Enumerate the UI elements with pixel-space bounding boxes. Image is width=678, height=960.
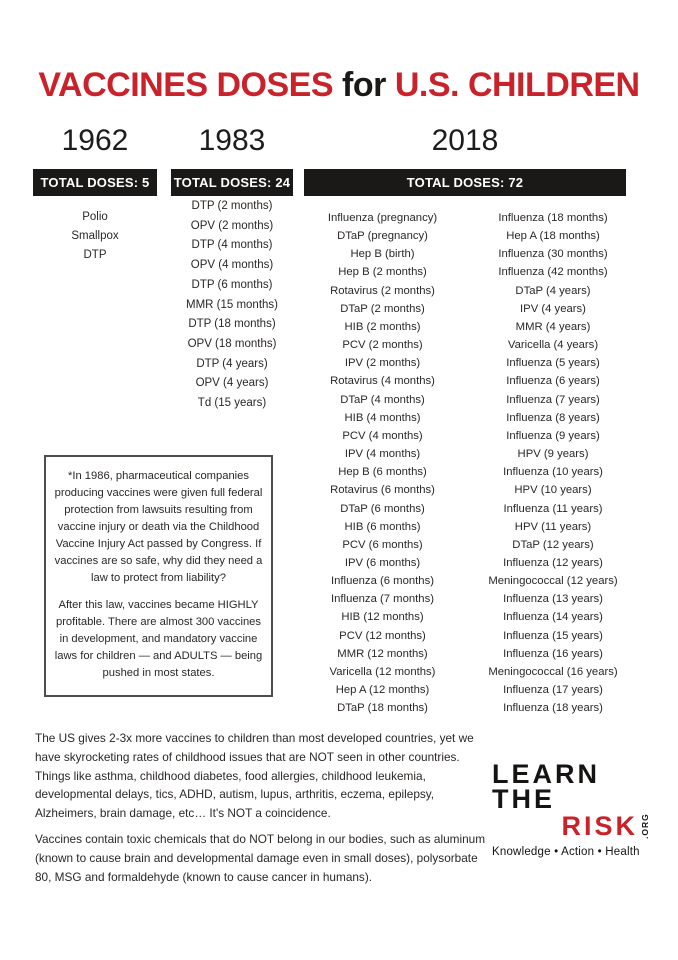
- dose-item: HIB (4 months): [344, 411, 421, 424]
- note-paragraph-2: After this law, vaccines became HIGHLY profitable. There are almost 300 vaccines in development, and mandatory vaccine laws for children — and ADULTS — being pushed in most states.: [54, 599, 263, 679]
- dose-item: Influenza (13 years): [503, 593, 603, 606]
- dose-item: PCV (12 months): [339, 629, 426, 642]
- dose-item: PCV (4 months): [342, 429, 423, 442]
- dose-item: DTP (4 years): [196, 357, 268, 370]
- learn-the-risk-logo: [492, 759, 650, 858]
- dose-item: Meningococcal (16 years): [488, 665, 618, 678]
- dose-item: DTaP (4 months): [340, 393, 425, 406]
- dose-item: Hep B (birth): [350, 248, 415, 261]
- logo-word-risk: RISK: [561, 811, 638, 841]
- dose-item: IPV (6 months): [344, 556, 421, 569]
- dose-item: Varicella (12 months): [329, 665, 436, 678]
- logo-word-learn: LEARN: [492, 759, 600, 789]
- dose-item: Polio: [82, 211, 108, 223]
- dose-item: HIB (12 months): [341, 611, 424, 624]
- dose-item: DTaP (4 years): [515, 284, 591, 297]
- dose-item: Influenza (10 years): [503, 466, 603, 479]
- year-header-1983: 1983: [198, 124, 266, 157]
- dose-list-2018-left: [305, 209, 460, 717]
- dose-item: Influenza (30 months): [498, 248, 608, 261]
- dose-item: Rotavirus (2 months): [330, 284, 435, 297]
- footer-paragraph-2: Vaccines contain toxic chemicals that do NOT belong in our bodies, such as aluminum (known to cause brain and developmental damage even in small doses), polysorbate 80, MSG and formaldehyde (known to cause cancer in humans).: [35, 832, 486, 884]
- dose-item: HPV (11 years): [514, 520, 592, 533]
- year-header-1962: 1962: [61, 124, 129, 157]
- dose-item: PCV (2 months): [342, 339, 423, 352]
- dose-item: DTP (2 months): [191, 200, 273, 212]
- logo-tagline: Knowledge • Action • Health: [492, 846, 640, 858]
- dose-item: Influenza (7 years): [506, 393, 600, 406]
- dose-list-2018-right: [473, 209, 633, 717]
- dose-item: DTP (6 months): [191, 278, 273, 291]
- dose-item: Influenza (14 years): [503, 611, 603, 624]
- dose-item: DTP: [83, 249, 107, 261]
- dose-item: OPV (18 months): [187, 337, 277, 350]
- year-header-2018: 2018: [431, 124, 499, 157]
- dose-item: HIB (2 months): [344, 320, 421, 333]
- dose-item: Influenza (12 years): [503, 556, 603, 569]
- dose-item: Hep B (2 months): [338, 266, 427, 279]
- dose-item: Influenza (5 years): [506, 357, 600, 370]
- dose-item: Influenza (17 years): [503, 684, 603, 697]
- dose-item: Influenza (7 months): [331, 593, 434, 606]
- dose-item: Influenza (6 years): [506, 375, 600, 388]
- dose-item: HPV (10 years): [514, 484, 592, 497]
- dose-item: Influenza (6 months): [331, 575, 434, 588]
- dose-item: Meningococcal (12 years): [488, 575, 618, 588]
- note-paragraph-1: *In 1986, pharmaceutical companies producing vaccines were given full federal protection from lawsuits resulting from vaccine injury or death via the Childhood Vaccine Injury Act passed by Congress. If vaccines are so safe, why did they need a law to protect from liability?: [54, 470, 263, 584]
- dose-item: DTaP (6 months): [340, 502, 425, 515]
- dose-item: DTaP (12 years): [512, 538, 594, 551]
- total-doses-badge-1983: TOTAL DOSES: 24: [171, 169, 293, 196]
- total-doses-badge-1962: TOTAL DOSES: 5: [33, 169, 157, 196]
- dose-item: DTaP (pregnancy): [337, 230, 428, 243]
- dose-item: IPV (4 months): [344, 448, 421, 461]
- dose-item: HPV (9 years): [517, 448, 589, 461]
- dose-item: Hep B (6 months): [338, 466, 427, 479]
- dose-item: IPV (4 years): [520, 302, 586, 315]
- dose-item: Rotavirus (6 months): [330, 484, 435, 497]
- dose-item: DTaP (18 months): [337, 702, 428, 715]
- dose-item: Smallpox: [71, 230, 119, 242]
- dose-item: Td (15 years): [197, 397, 267, 410]
- logo-risk-row: [492, 813, 650, 839]
- dose-item: Influenza (9 years): [506, 429, 600, 442]
- total-doses-badge-2018: TOTAL DOSES: 72: [304, 169, 626, 196]
- dose-item: DTP (18 months): [188, 318, 276, 331]
- dose-item: Influenza (18 years): [503, 702, 603, 715]
- dose-item: Hep A (12 months): [335, 684, 430, 697]
- logo-word-the: THE: [492, 784, 555, 814]
- dose-item: Varicella (4 years): [507, 339, 599, 352]
- dose-item: Influenza (16 years): [503, 647, 603, 660]
- dose-item: Influenza (8 years): [506, 411, 600, 424]
- dose-item: Influenza (pregnancy): [327, 212, 438, 224]
- dose-list-1962: [33, 208, 157, 265]
- dose-item: Influenza (42 months): [498, 266, 608, 279]
- dose-item: MMR (12 months): [337, 647, 428, 660]
- dose-item: PCV (6 months): [342, 538, 423, 551]
- dose-item: DTP (4 months): [191, 239, 273, 252]
- title-mid: for: [342, 66, 386, 104]
- dose-item: OPV (4 years): [195, 377, 269, 390]
- dose-list-1983: [171, 197, 293, 414]
- logo-org-suffix: .ORG: [640, 813, 650, 839]
- dose-item: MMR (4 years): [515, 320, 591, 333]
- dose-item: OPV (2 months): [190, 219, 274, 232]
- dose-item: IPV (2 months): [344, 357, 421, 370]
- footer-paragraph-1: The US gives 2-3x more vaccines to children than most developed countries, yet we have skyrocketing rates of childhood issues that are NOT seen in other countries. Things like asthma, childhood diabetes, food allergies, childhood leukemia, developmental delays, tics, ADHD, autism, lupus, arthritis, eczema, epilepsy, Alzheimers, brain damage, etc… It's NOT a coincidence.: [35, 731, 474, 821]
- title-tail: U.S. CHILDREN: [394, 66, 640, 104]
- dose-item: Hep A (18 months): [506, 230, 600, 243]
- dose-item: HIB (6 months): [344, 520, 421, 533]
- dose-item: Influenza (18 months): [498, 212, 608, 224]
- page-title: [0, 66, 678, 105]
- dose-item: MMR (15 months): [185, 298, 279, 311]
- dose-item: DTaP (2 months): [340, 302, 425, 315]
- liability-note-box: [44, 455, 273, 697]
- title-lead: VACCINES DOSES: [38, 66, 334, 104]
- dose-item: Rotavirus (4 months): [330, 375, 435, 388]
- dose-item: OPV (4 months): [190, 259, 274, 272]
- dose-item: Influenza (15 years): [503, 629, 603, 642]
- dose-item: Influenza (11 years): [503, 502, 603, 515]
